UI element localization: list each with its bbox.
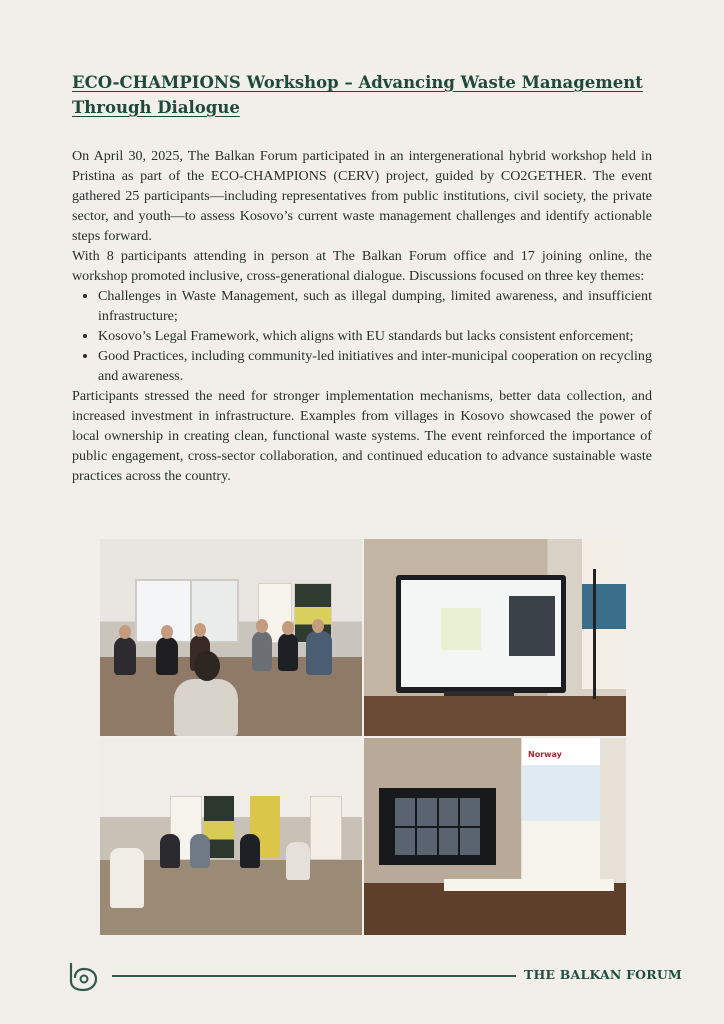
participant (278, 633, 298, 671)
photo-participants-back (100, 738, 362, 935)
paragraph-intro: On April 30, 2025, The Balkan Forum participated in an intergenerational hybrid workshop held in Pristina as part of the ECO-CHAMPIONS (CERV) project, guided by CO2GETHER. The event gathered 25 participants—including representatives from public institutions, civil society, the private sector, and youth—to assess Kosovo’s current waste management challenges and identify actionable steps forward. (72, 148, 652, 244)
eco-champions-slide (441, 608, 481, 650)
list-item: • Good Practices, including community-led initiatives and inter-municipal cooperation on recycling and awareness. (98, 346, 652, 386)
video-call-panel (509, 596, 555, 656)
participant (306, 631, 332, 675)
participant (286, 842, 310, 880)
participant (156, 637, 178, 675)
participant-head (282, 621, 294, 635)
participant-foreground (174, 679, 238, 736)
participant-head (161, 625, 173, 639)
list-item: • Challenges in Waste Management, such as illegal dumping, limited awareness, and insufficient infrastructure; (98, 286, 652, 326)
paragraph-participants: With 8 participants attending in person at The Balkan Forum office and 17 joining online, the workshop promoted inclusive, cross-generational dialogue. Discussions focused on three key themes: (72, 248, 652, 284)
participant (160, 834, 180, 868)
participant-head (256, 619, 268, 633)
photo-online-participants (364, 738, 626, 935)
norway-label: Norway (528, 750, 562, 759)
list-item: • Kosovo’s Legal Framework, which aligns with EU standards but lacks consistent enforcement; (98, 326, 652, 346)
tv-screen (396, 575, 566, 693)
desk (364, 696, 626, 736)
table-refreshments (444, 879, 614, 891)
participant-head (312, 619, 324, 633)
tv-screen (379, 788, 496, 865)
footer-org-name: THE BALKAN FORUM (524, 967, 682, 982)
footer-divider (112, 975, 516, 977)
themes-list (72, 286, 652, 386)
participant (110, 848, 144, 908)
participant-head (194, 651, 220, 681)
page-title: ECO-CHAMPIONS Workshop – Advancing Waste Management Through Dialogue (72, 73, 643, 117)
participant-head (194, 623, 206, 637)
norway-rollup-banner (522, 738, 600, 888)
participant (190, 834, 210, 868)
rollup-banner (582, 539, 626, 689)
photo-screen-presentation (364, 539, 626, 736)
balkan-forum-logo-icon (66, 959, 100, 993)
participant (240, 834, 260, 868)
participant (114, 637, 136, 675)
photo-workshop-room (100, 539, 362, 736)
article-body (72, 146, 652, 486)
participant (252, 631, 272, 671)
participant-head (119, 625, 131, 639)
video-call-grid (395, 798, 480, 855)
camera-tripod (593, 569, 596, 699)
paragraph-closing: Participants stressed the need for stronger implementation mechanisms, better data collection, and increased investment in infrastructure. Examples from villages in Kosovo showcased the power of local ownership in creating clean, functional waste systems. The event reinforced the importance of public engagement, cross-sector collaboration, and continued education to advance sustainable waste practices across the country. (72, 388, 652, 484)
rollup-banner (310, 796, 342, 860)
photo-collage (100, 539, 624, 933)
